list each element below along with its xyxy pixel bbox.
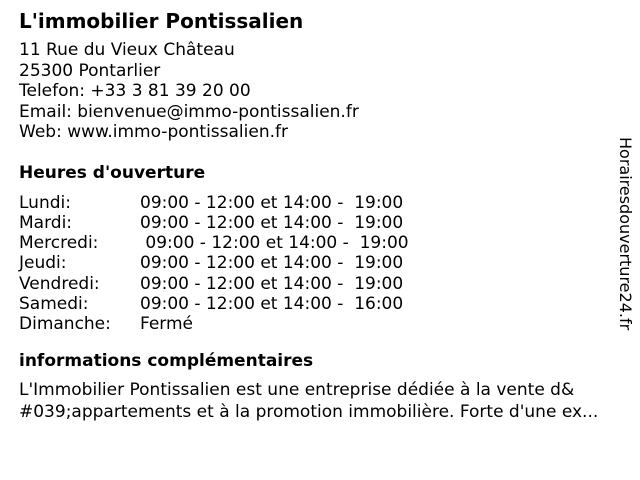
web-line: Web: www.immo-pontissalien.fr: [19, 122, 288, 142]
hours-row-saturday: [19, 294, 598, 314]
opening-hours-heading: Heures d'ouverture: [19, 162, 206, 183]
hours-day-label: Jeudi:: [19, 253, 67, 274]
main-content: [19, 9, 598, 424]
info-text-line-1: L'Immobilier Pontissalien est une entreprise dédiée à la vente d&: [19, 379, 575, 400]
hours-times: Fermé: [140, 314, 194, 335]
email-line: Email: bienvenue@immo-pontissalien.fr: [19, 101, 359, 122]
hours-times: 09:00 - 12:00 et 14:00 - 19:00: [140, 212, 404, 233]
address-line-1: 11 Rue du Vieux Château: [19, 40, 235, 60]
hours-row-friday: [19, 274, 598, 294]
hours-row-tuesday: [19, 213, 598, 233]
hours-times: 09:00 - 12:00 et 14:00 - 19:00: [140, 192, 404, 213]
hours-row-thursday: [19, 253, 598, 273]
hours-row-sunday: [19, 314, 598, 334]
hours-times: 09:00 - 12:00 et 14:00 - 19:00: [140, 273, 404, 294]
hours-day-label: Mardi:: [19, 212, 73, 233]
page-title: L'immobilier Pontissalien: [19, 9, 304, 33]
hours-day-label: Mercredi:: [19, 233, 99, 254]
site-watermark: Horairesdouverture24.fr: [616, 137, 635, 331]
hours-times: 09:00 - 12:00 et 14:00 - 19:00: [140, 233, 409, 254]
hours-day-label: Samedi:: [19, 293, 89, 314]
phone-line: Telefon: +33 3 81 39 20 00: [19, 81, 251, 101]
hours-times: 09:00 - 12:00 et 14:00 - 19:00: [140, 253, 404, 274]
contact-block: [19, 40, 598, 143]
additional-info-heading: informations complémentaires: [19, 350, 314, 371]
hours-row-monday: [19, 193, 598, 213]
hours-day-label: Dimanche:: [19, 314, 111, 335]
address-line-2: 25300 Pontarlier: [19, 60, 161, 81]
hours-row-wednesday: [19, 233, 598, 253]
hours-times: 09:00 - 12:00 et 14:00 - 16:00: [140, 293, 404, 314]
hours-day-label: Vendredi:: [19, 273, 100, 294]
info-text-line-2: #039;appartements et à la promotion immobilière. Forte d'une ex...: [19, 402, 599, 423]
additional-info-text: [19, 379, 598, 424]
opening-hours-table: [19, 193, 598, 335]
hours-day-label: Lundi:: [19, 192, 71, 213]
